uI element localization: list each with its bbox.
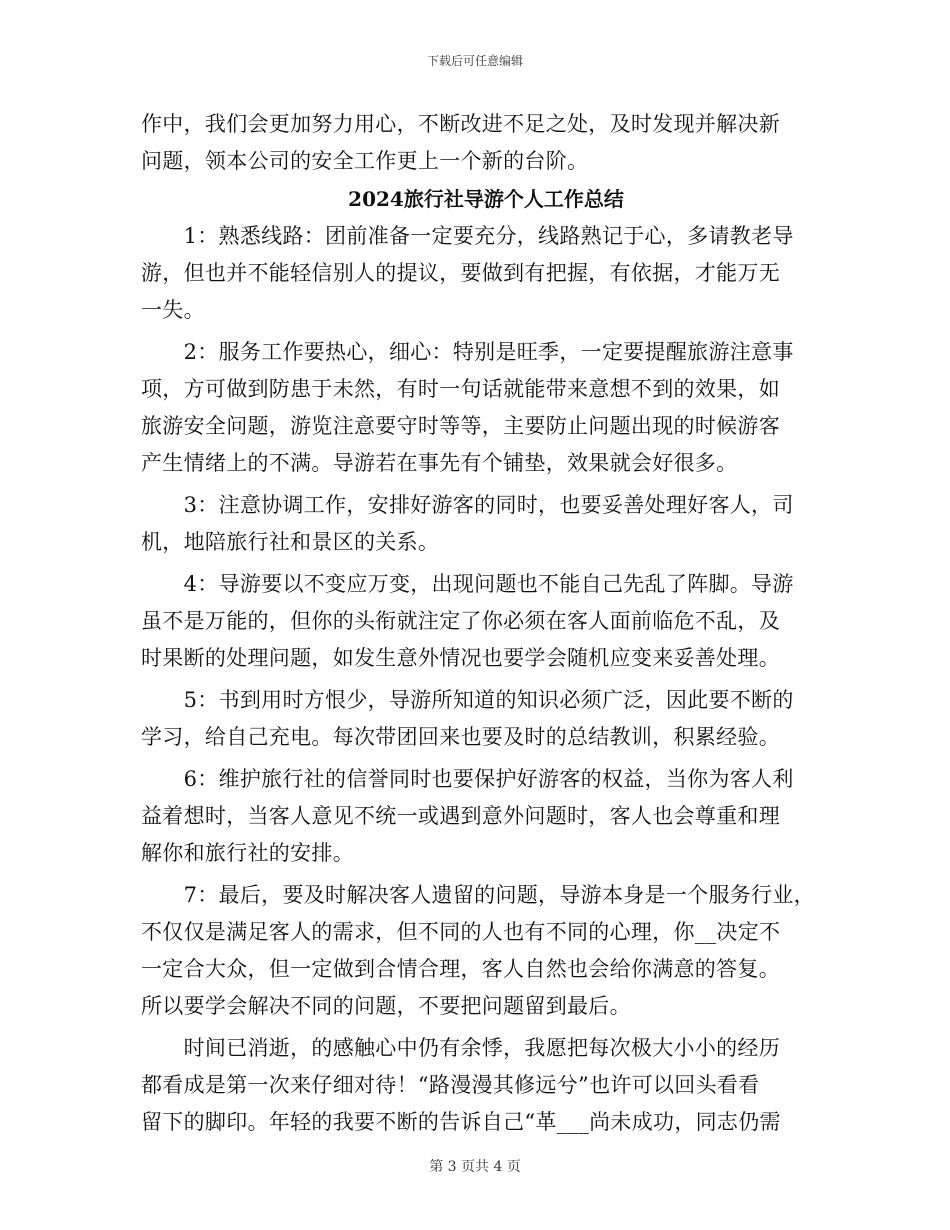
page-footer: 第 3 页共 4 页: [429, 1159, 521, 1175]
body-line: 作中，我们会更加努力用心，不断改进不足之处，及时发现并解决新: [141, 112, 780, 136]
body-line: 一失。: [141, 298, 205, 322]
body-line: 1：熟悉线路：团前准备一定要充分，线路熟记于心，多请教老导: [141, 224, 794, 248]
body-line: 产生情绪上的不满。导游若在事先有个铺垫，效果就会好很多。: [141, 451, 738, 475]
paragraph: [141, 566, 831, 677]
document-title: 2024旅行社导游个人工作总结: [348, 187, 624, 211]
paragraph: [141, 218, 831, 329]
body-line: 解你和旅行社的安排。: [141, 841, 354, 865]
body-line: 益着想时，当客人意见不统一或遇到意外问题时，客人也会尊重和理: [141, 804, 780, 828]
body-line: 虽不是万能的，但你的头衔就注定了你必须在客人面前临危不乱，及: [141, 609, 780, 633]
body-line: 学习，给自己充电。每次带团回来也要及时的总结教训，积累经验。: [141, 725, 780, 749]
paragraph: [141, 877, 831, 1025]
body-line: 时间已消逝，的感触心中仍有余悸，我愿把每次极大小小的经历: [141, 1036, 780, 1060]
body-line: 项，方可做到防患于未然，有时一句话就能带来意想不到的效果，如: [141, 377, 780, 401]
body-line: 不仅仅是满足客人的需求，但不同的人也有不同的心理，你__决定不: [141, 920, 781, 944]
body-line: 都看成是第一次来仔细对待！“路漫漫其修远兮”也许可以回头看看: [141, 1073, 760, 1097]
document-body: [141, 106, 831, 1141]
body-line: 留下的脚印。年轻的我要不断的告诉自己“革___尚未成功，同志仍需: [141, 1110, 781, 1134]
body-line: 6：维护旅行社的信誉同时也要保护好游客的权益，当你为客人利: [141, 767, 794, 791]
paragraph: [141, 1030, 831, 1141]
body-line: 4：导游要以不变应万变，出现问题也不能自己先乱了阵脚。导游: [141, 572, 794, 596]
body-line: 3：注意协调工作，安排好游客的同时，也要妥善处理好客人，司: [141, 493, 794, 517]
paragraph: [141, 682, 831, 756]
body-line: 问题，领本公司的安全工作更上一个新的台阶。: [141, 149, 589, 173]
body-line: 7：最后，要及时解决客人遗留的问题，导游本身是一个服务行业，: [141, 883, 815, 907]
page-header: 下载后可任意编辑: [426, 54, 523, 68]
body-line: 旅游安全问题，游览注意要守时等等，主要防止问题出现的时候游客: [141, 414, 780, 438]
body-line: 时果断的处理问题，如发生意外情况也要学会随机应变来妥善处理。: [141, 646, 780, 670]
paragraph: [141, 761, 831, 872]
paragraph: [141, 487, 831, 561]
paragraph: [141, 334, 831, 482]
body-line: 5：书到用时方恨少，导游所知道的知识必须广泛，因此要不断的: [141, 688, 794, 712]
body-line: 一定合大众，但一定做到合情合理，客人自然也会给你满意的答复。: [141, 957, 780, 981]
body-line: 游，但也并不能轻信别人的提议，要做到有把握，有依据，才能万无: [141, 261, 780, 285]
body-line: 所以要学会解决不同的问题，不要把问题留到最后。: [141, 994, 631, 1018]
body-line: 2：服务工作要热心，细心：特别是旺季，一定要提醒旅游注意事: [141, 340, 794, 364]
body-line: 机，地陪旅行社和景区的关系。: [141, 530, 440, 554]
